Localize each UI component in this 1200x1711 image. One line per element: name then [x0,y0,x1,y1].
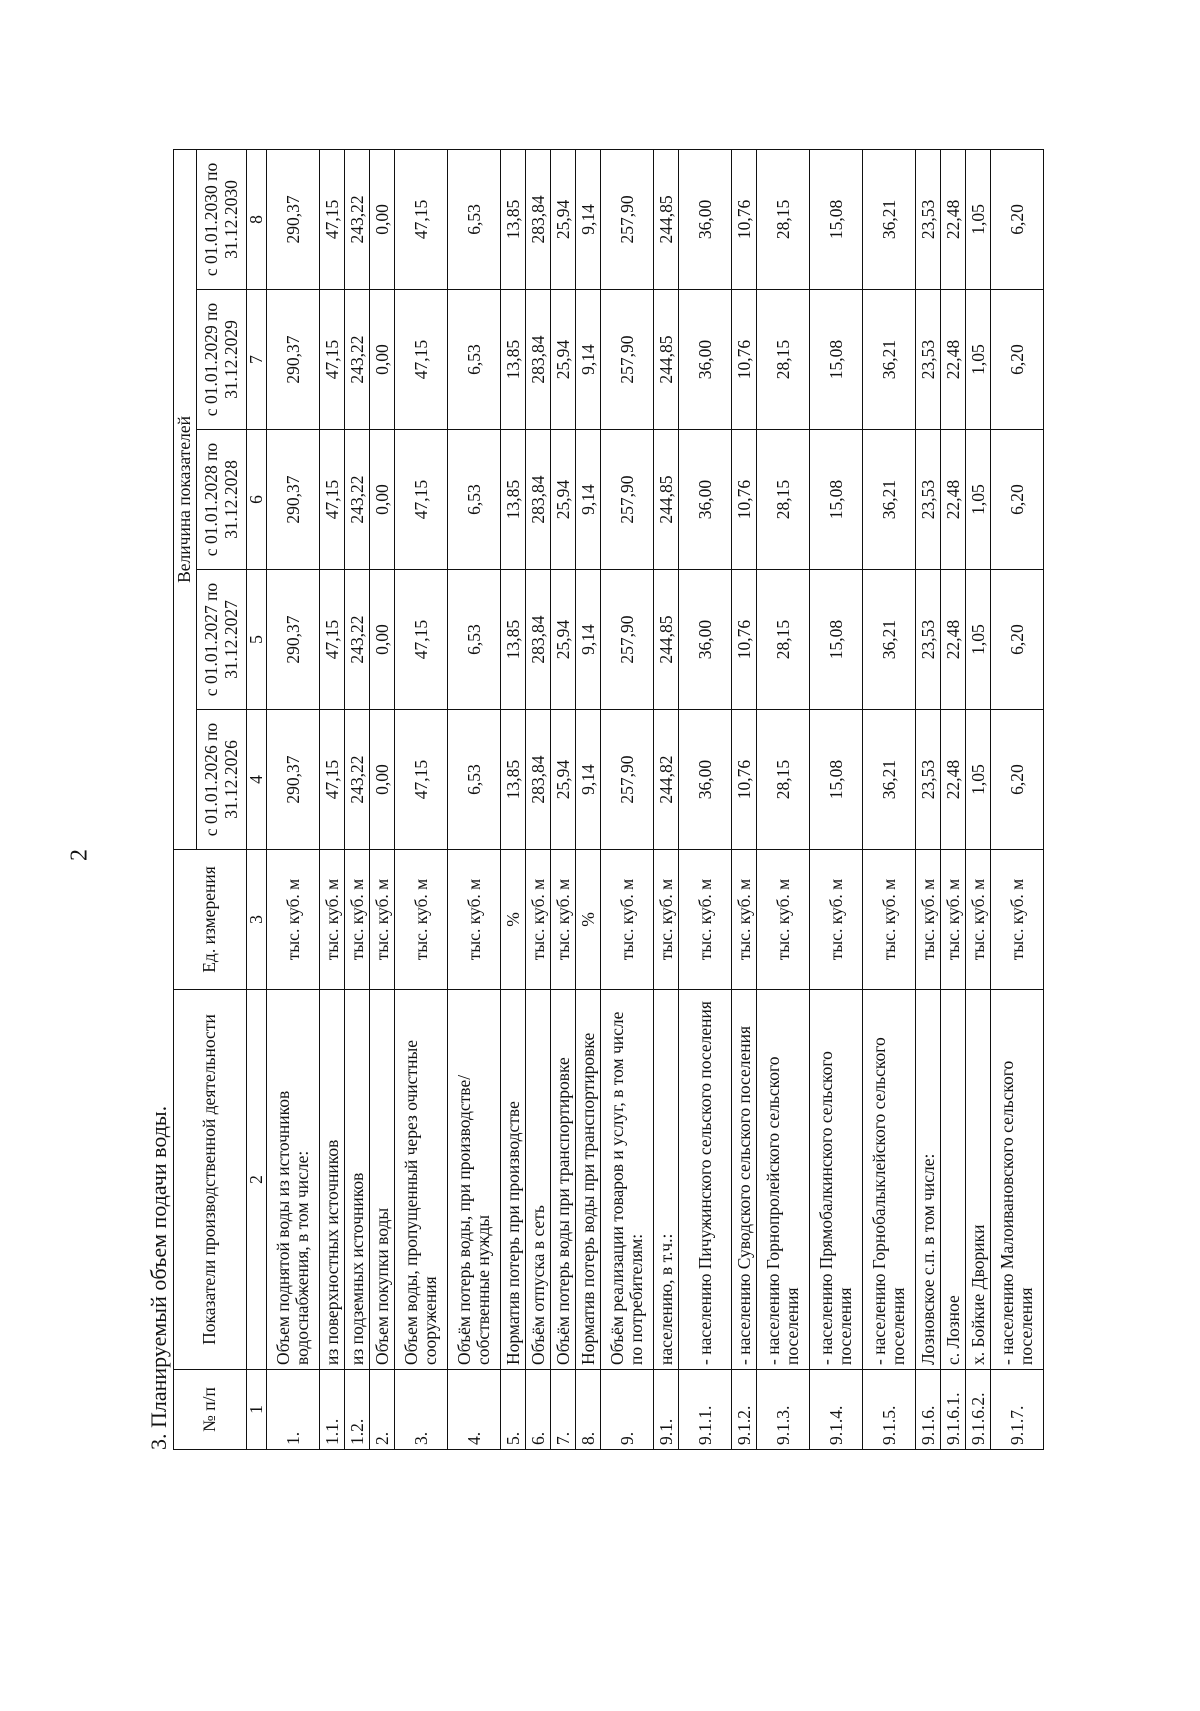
row-unit: тыс. куб. м [863,850,916,990]
row-number: 9.1.4. [810,1370,863,1450]
row-number: 9.1.6.1. [941,1370,966,1450]
row-number: 4. [448,1370,501,1450]
table-row [810,149,863,1449]
table-row [267,149,320,1449]
row-value-2027: 15,08 [810,570,863,710]
row-value-2030: 15,08 [810,149,863,289]
row-value-2030: 244,85 [654,149,679,289]
row-value-2028: 25,94 [551,430,576,570]
row-unit: тыс. куб. м [991,850,1044,990]
row-indicator: Объём отпуска в сеть [526,990,551,1370]
row-unit: тыс. куб. м [757,850,810,990]
row-value-2026: 244,82 [654,710,679,850]
row-value-2026: 6,20 [991,710,1044,850]
row-indicator: - населению Прямобалкинского сельского поселения [810,990,863,1370]
row-value-2028: 36,00 [679,430,732,570]
row-value-2026: 47,15 [395,710,448,850]
row-value-2026: 290,37 [267,710,320,850]
row-value-2026: 10,76 [732,710,757,850]
table-row [601,149,654,1449]
table-row [654,149,679,1449]
row-value-2030: 47,15 [395,149,448,289]
row-value-2028: 15,08 [810,430,863,570]
row-value-2026: 0,00 [370,710,395,850]
row-value-2029: 28,15 [757,290,810,430]
table-row [679,149,732,1449]
row-number: 9.1.3. [757,1370,810,1450]
row-number: 1.1. [320,1370,345,1450]
row-unit: тыс. куб. м [395,850,448,990]
row-value-2029: 36,21 [863,290,916,430]
row-unit: тыс. куб. м [810,850,863,990]
row-indicator: Объём потерь воды при транспортировке [551,990,576,1370]
row-value-2028: 290,37 [267,430,320,570]
row-value-2029: 243,22 [345,290,370,430]
column-index-5: 5 [247,570,267,710]
row-number: 8. [576,1370,601,1450]
row-value-2027: 6,53 [448,570,501,710]
row-number: 9.1.6.2. [966,1370,991,1450]
row-indicator: Объем покупки воды [370,990,395,1370]
row-value-2027: 28,15 [757,570,810,710]
row-value-2027: 23,53 [916,570,941,710]
rotated-sheet [145,150,1044,1450]
row-unit: тыс. куб. м [370,850,395,990]
row-value-2030: 283,84 [526,149,551,289]
row-indicator: - населению Пичужинского сельского поселения [679,990,732,1370]
row-value-2026: 1,05 [966,710,991,850]
row-value-2029: 47,15 [320,290,345,430]
column-index-2: 2 [247,990,267,1370]
table-row [916,149,941,1449]
column-index-8: 8 [247,149,267,289]
row-value-2027: 6,20 [991,570,1044,710]
row-indicator: населению, в т.ч.: [654,990,679,1370]
row-value-2029: 0,00 [370,290,395,430]
row-value-2028: 22,48 [941,430,966,570]
row-value-2026: 9,14 [576,710,601,850]
row-value-2030: 13,85 [501,149,526,289]
table-row [966,149,991,1449]
row-value-2027: 25,94 [551,570,576,710]
table-row [732,149,757,1449]
row-value-2030: 28,15 [757,149,810,289]
row-value-2027: 9,14 [576,570,601,710]
section-title: 3. Планируемый объем подачи воды. [146,1105,171,1450]
header-num: № п/п [174,1370,247,1450]
row-value-2027: 1,05 [966,570,991,710]
row-value-2028: 47,15 [320,430,345,570]
column-index-3: 3 [247,850,267,990]
row-unit: тыс. куб. м [526,850,551,990]
row-value-2029: 6,53 [448,290,501,430]
column-index-6: 6 [247,430,267,570]
page-number: 2 [66,849,93,861]
row-indicator: Объем воды, пропущенный через очистные сооружения [395,990,448,1370]
row-value-2027: 290,37 [267,570,320,710]
row-value-2029: 47,15 [395,290,448,430]
row-value-2027: 283,84 [526,570,551,710]
row-indicator: из подземных источников [345,990,370,1370]
row-number: 3. [395,1370,448,1450]
row-number: 6. [526,1370,551,1450]
row-indicator: х. Бойкие Дворики [966,990,991,1370]
row-number: 9.1.1. [679,1370,732,1450]
row-indicator: Объём реализации товаров и услуг, в том числе по потребителям: [601,990,654,1370]
row-unit: тыс. куб. м [601,850,654,990]
column-index-7: 7 [247,290,267,430]
column-index-1: 1 [247,1370,267,1450]
row-value-2026: 36,00 [679,710,732,850]
row-unit: % [501,850,526,990]
row-value-2028: 1,05 [966,430,991,570]
row-value-2030: 290,37 [267,149,320,289]
row-value-2027: 0,00 [370,570,395,710]
row-value-2029: 6,20 [991,290,1044,430]
row-value-2027: 36,21 [863,570,916,710]
table-row [991,149,1044,1449]
table-row [526,149,551,1449]
row-unit: тыс. куб. м [679,850,732,990]
row-unit: тыс. куб. м [916,850,941,990]
row-value-2029: 257,90 [601,290,654,430]
row-value-2026: 25,94 [551,710,576,850]
row-value-2029: 15,08 [810,290,863,430]
header-indicator: Показатели производственной деятельности [174,990,247,1370]
row-value-2028: 283,84 [526,430,551,570]
row-value-2027: 257,90 [601,570,654,710]
row-unit: тыс. куб. м [654,850,679,990]
row-value-2027: 243,22 [345,570,370,710]
row-value-2026: 13,85 [501,710,526,850]
row-value-2030: 9,14 [576,149,601,289]
row-value-2028: 257,90 [601,430,654,570]
row-value-2026: 15,08 [810,710,863,850]
row-number: 9. [601,1370,654,1450]
row-indicator: - населению Суводского сельского поселения [732,990,757,1370]
column-index-4: 4 [247,710,267,850]
row-value-2027: 22,48 [941,570,966,710]
row-value-2029: 36,00 [679,290,732,430]
row-value-2029: 13,85 [501,290,526,430]
header-unit: Ед. измерения [174,850,247,990]
row-indicator: Лозновское с.п. в том числе: [916,990,941,1370]
row-value-2028: 9,14 [576,430,601,570]
row-value-2026: 257,90 [601,710,654,850]
row-value-2028: 6,53 [448,430,501,570]
row-number: 9.1. [654,1370,679,1450]
row-value-2029: 25,94 [551,290,576,430]
row-value-2028: 47,15 [395,430,448,570]
row-unit: тыс. куб. м [551,850,576,990]
row-value-2027: 47,15 [320,570,345,710]
header-values-group: Величина показателей [174,149,197,849]
row-indicator: - населению Горнопролейского сельского поселения [757,990,810,1370]
header-period-2026: с 01.01.2026 по 31.12.2026 [197,710,247,850]
row-unit: тыс. куб. м [267,850,320,990]
row-value-2028: 6,20 [991,430,1044,570]
water-supply-table [173,149,1044,1450]
row-value-2026: 23,53 [916,710,941,850]
row-value-2029: 23,53 [916,290,941,430]
table-row [501,149,526,1449]
row-value-2030: 22,48 [941,149,966,289]
row-value-2027: 47,15 [395,570,448,710]
row-value-2028: 28,15 [757,430,810,570]
table-row [551,149,576,1449]
row-value-2029: 290,37 [267,290,320,430]
row-value-2028: 10,76 [732,430,757,570]
table-row [345,149,370,1449]
row-unit: тыс. куб. м [320,850,345,990]
row-value-2029: 1,05 [966,290,991,430]
header-period-2027: с 01.01.2027 по 31.12.2027 [197,570,247,710]
row-value-2030: 23,53 [916,149,941,289]
row-indicator: Объём потерь воды, при производстве/ собственные нужды [448,990,501,1370]
row-indicator: Объем поднятой воды из источников водоснабжения, в том числе: [267,990,320,1370]
table-row [576,149,601,1449]
header-period-2030: с 01.01.2030 по 31.12.2030 [197,149,247,289]
row-number: 2. [370,1370,395,1450]
row-indicator: Норматив потерь воды при транспортировке [576,990,601,1370]
row-value-2028: 36,21 [863,430,916,570]
row-value-2029: 22,48 [941,290,966,430]
row-unit: % [576,850,601,990]
row-value-2030: 0,00 [370,149,395,289]
row-value-2028: 244,85 [654,430,679,570]
row-value-2030: 257,90 [601,149,654,289]
row-value-2026: 36,21 [863,710,916,850]
row-value-2030: 36,21 [863,149,916,289]
row-value-2026: 6,53 [448,710,501,850]
row-value-2030: 6,53 [448,149,501,289]
row-value-2030: 10,76 [732,149,757,289]
row-value-2030: 6,20 [991,149,1044,289]
row-value-2027: 36,00 [679,570,732,710]
row-value-2028: 243,22 [345,430,370,570]
row-value-2030: 36,00 [679,149,732,289]
row-value-2026: 22,48 [941,710,966,850]
row-unit: тыс. куб. м [732,850,757,990]
row-number: 1. [267,1370,320,1450]
row-value-2027: 13,85 [501,570,526,710]
row-value-2028: 13,85 [501,430,526,570]
table-row [941,149,966,1449]
row-value-2030: 1,05 [966,149,991,289]
row-indicator: Норматив потерь при производстве [501,990,526,1370]
row-value-2029: 283,84 [526,290,551,430]
row-number: 9.1.7. [991,1370,1044,1450]
row-indicator: - населению Горнобалыклейского сельского поселения [863,990,916,1370]
table-row [448,149,501,1449]
row-unit: тыс. куб. м [966,850,991,990]
row-value-2029: 9,14 [576,290,601,430]
row-value-2026: 243,22 [345,710,370,850]
row-indicator: - населению Малоивановского сельского поселения [991,990,1044,1370]
row-number: 1.2. [345,1370,370,1450]
row-number: 5. [501,1370,526,1450]
row-unit: тыс. куб. м [448,850,501,990]
row-value-2026: 28,15 [757,710,810,850]
table-row [863,149,916,1449]
row-value-2028: 0,00 [370,430,395,570]
row-indicator: из поверхностных источников [320,990,345,1370]
row-number: 9.1.5. [863,1370,916,1450]
row-unit: тыс. куб. м [941,850,966,990]
row-number: 9.1.6. [916,1370,941,1450]
row-value-2026: 47,15 [320,710,345,850]
table-row [757,149,810,1449]
row-value-2029: 10,76 [732,290,757,430]
row-value-2030: 243,22 [345,149,370,289]
row-value-2027: 244,85 [654,570,679,710]
row-value-2026: 283,84 [526,710,551,850]
table-body [267,149,1044,1449]
row-unit: тыс. куб. м [345,850,370,990]
row-value-2030: 25,94 [551,149,576,289]
row-indicator: с. Лозное [941,990,966,1370]
row-value-2029: 244,85 [654,290,679,430]
table-row [370,149,395,1449]
header-period-2029: с 01.01.2029 по 31.12.2029 [197,290,247,430]
header-period-2028: с 01.01.2028 по 31.12.2028 [197,430,247,570]
row-value-2028: 23,53 [916,430,941,570]
row-value-2027: 10,76 [732,570,757,710]
row-number: 9.1.2. [732,1370,757,1450]
row-number: 7. [551,1370,576,1450]
table-row [395,149,448,1449]
table-row [320,149,345,1449]
row-value-2030: 47,15 [320,149,345,289]
